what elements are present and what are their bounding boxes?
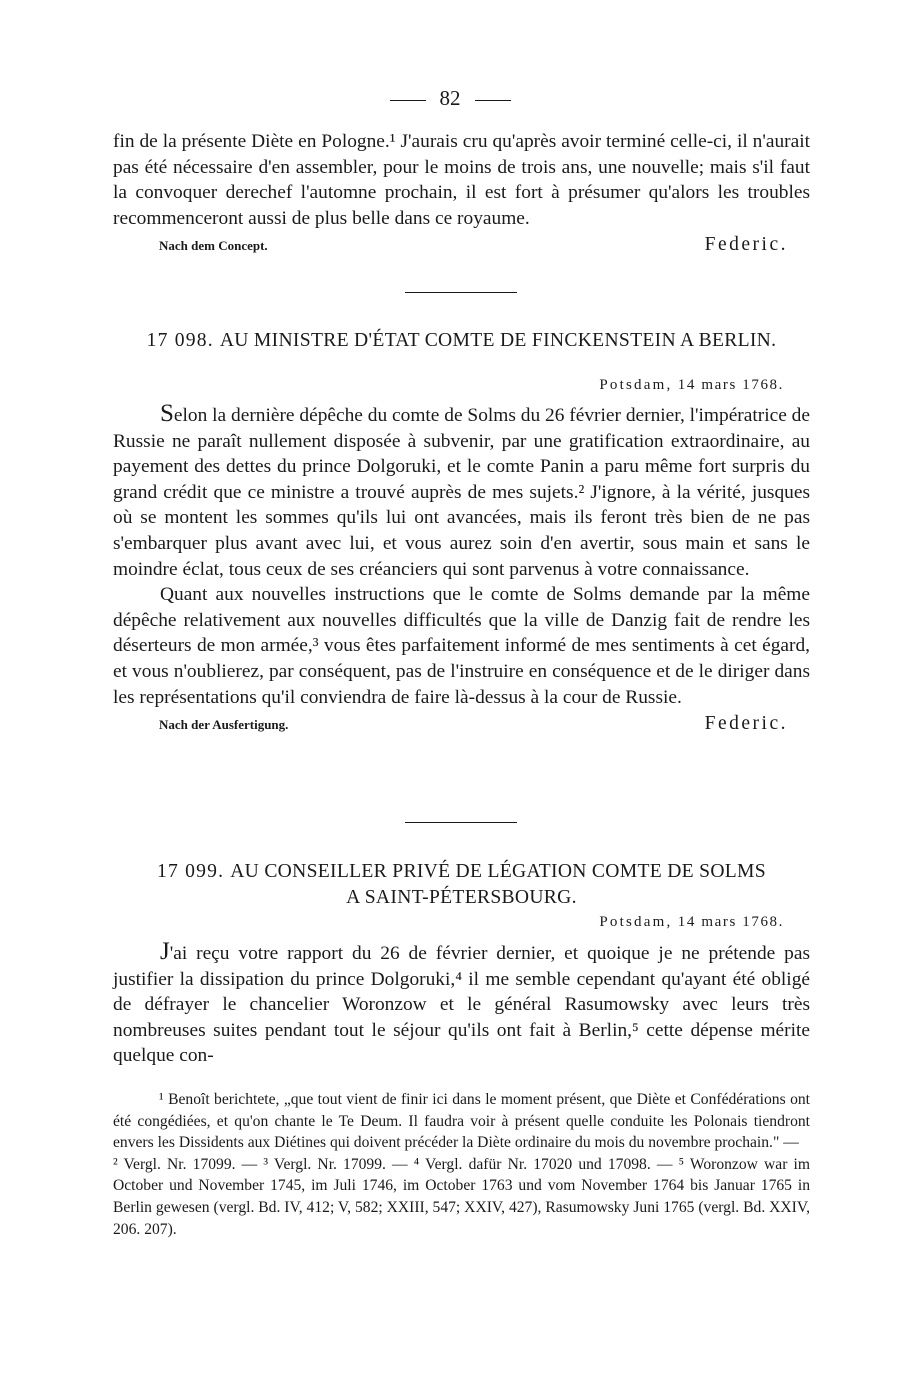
dateline-date: 14 mars 1768. [677, 914, 784, 930]
paragraph-text: elon la dernière dépêche du comte de Solms du 26 février dernier, l'impératrice de Russie ne paraît nullement disposée à subvenir, par une gratification extraordinaire, au payement des dettes du prince Dolgoruki, et le comte Panin a paru même fort surpris du grand crédit que ce ministre a trouvé auprès de mes sujets.² J'ignore, à la vérité, jusques où se montent les sommes qu'ils lui ont avancées, mais ils feront très bien de ne pas s'embarquer plus avant avec lui, et vous aurez soin d'en avertir, sous main et sans le moindre éclat, tous ceux de ses créanciers qui sont parvenus à votre connaissance. [113, 405, 810, 580]
dateline-place: Potsdam, [599, 377, 673, 393]
letter-paragraph: Quant aux nouvelles instructions que le comte de Solms demande par la même dépêche relativement aux nouvelles difficultés que la ville de Danzig fait de rendre les déserteurs de mon armée,³ vous êtes parfaitement informé de mes sentiments à cet égard, et vous n'oublierez, par conséquent, pas de l'instruire en conséquence et de le diriger dans les représentations qu'il conviendra de faire là-dessus à la cour de Russie. [113, 584, 810, 708]
section-separator [405, 822, 517, 823]
closing-row [113, 713, 810, 735]
dateline [599, 914, 784, 931]
letter-number: 17 098. [146, 330, 214, 351]
letter-body [113, 939, 810, 1069]
page-number-dash-right [475, 100, 511, 101]
dateline-place: Potsdam, [599, 914, 673, 930]
letter-title: AU MINISTRE D'ÉTAT COMTE DE FINCKENSTEIN A BERLIN. [219, 330, 777, 351]
footnote: ¹ Benoît berichtete, „que tout vient de finir ici dans le moment présent, que Diète et Confédérations ont été congédiées, et qu'on chante le Te Deum. Il faudra voir à présent quelle conduite les Polonais tiendront envers les Dissidents aux Diétines qui doivent précéder la Diète ordinaire du mois du novembre prochain." — [113, 1091, 810, 1152]
source-note: Nach der Ausfertigung. [159, 717, 289, 733]
page-number-text: 82 [439, 86, 461, 110]
letter-heading [113, 859, 810, 911]
signature: Federic. [704, 713, 788, 735]
signature: Federic. [704, 234, 788, 256]
continued-paragraph: fin de la présente Diète en Pologne.¹ J'aurais cru qu'après avoir terminé celle-ci, il n'aurait pas été nécessaire d'en assembler, pour le moins de trois ans, une nouvelle; mais s'il faut la convoquer derechef l'automne prochain, il est fort à présumer qu'alors les troubles recommenceront aussi de plus belle dans ce royaume. [113, 131, 810, 229]
section-separator [405, 292, 517, 293]
paragraph-text: 'ai reçu votre rapport du 26 de février dernier, et quoique je ne prétende pas justifier la dissipation du prince Dolgoruki,⁴ il me semble cependant qu'ayant été obligé de défrayer le chancelier Woronzow et le général Rasumowsky avec leurs très nombreuses suites pendant tout le séjour qu'ils ont fait à Berlin,⁵ cette dépense mérite quelque con- [113, 943, 810, 1067]
page-number [0, 86, 900, 110]
letter-paragraph [113, 939, 810, 1069]
letter-number: 17 099. [157, 861, 225, 882]
letter-body [113, 401, 810, 735]
dateline-date: 14 mars 1768. [677, 377, 784, 393]
letter-heading [113, 328, 810, 354]
continued-letter-block [113, 129, 810, 256]
closing-row [113, 234, 810, 256]
dateline [599, 377, 784, 394]
letter-paragraph [113, 401, 810, 582]
letter-title: AU CONSEILLER PRIVÉ DE LÉGATION COMTE DE SOLMS A SAINT-PÉTERSBOURG. [230, 861, 766, 908]
footnotes [113, 1089, 810, 1240]
drop-cap: S [160, 400, 174, 427]
source-note: Nach dem Concept. [159, 238, 268, 254]
footnote: ² Vergl. Nr. 17099. — ³ Vergl. Nr. 17099. — ⁴ Vergl. dafür Nr. 17020 und 17098. — ⁵ Woronzow war im October und November 1745, im Juli 1746, im October 1763 und vom November 1764 bis Januar 1765 in Berlin gewesen (vergl. Bd. IV, 412; V, 582; XXIII, 547; XXIV, 427), Rasumowsky Juni 1765 (vergl. Bd. XXIV, 206. 207). [113, 1155, 810, 1238]
drop-cap: J [160, 938, 170, 965]
page-number-dash-left [390, 100, 426, 101]
